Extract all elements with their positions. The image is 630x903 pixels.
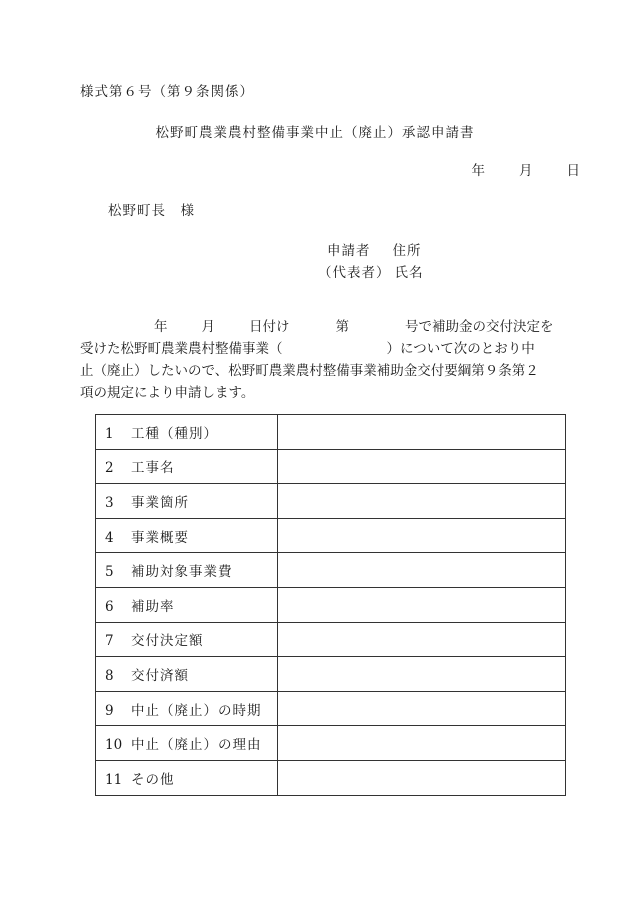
- address-label: 住所: [392, 243, 422, 259]
- table-row: [96, 587, 566, 622]
- item-label: 工事名: [131, 460, 175, 477]
- item-number: 10: [105, 737, 123, 754]
- item-label-cell: [96, 484, 278, 519]
- addressee: 松野町長 様: [108, 203, 195, 219]
- item-number: 9: [105, 702, 114, 719]
- item-number: 6: [105, 598, 114, 615]
- item-label: 工種（種別）: [131, 425, 218, 442]
- item-value-cell[interactable]: [278, 449, 566, 484]
- table-row: [96, 760, 566, 795]
- document-title: 松野町農業農村整備事業中止（廃止）承認申請書: [155, 125, 475, 141]
- table-row: [96, 518, 566, 553]
- applicant-address-line: [327, 239, 422, 259]
- item-value-cell[interactable]: [278, 622, 566, 657]
- item-label: 事業概要: [131, 529, 189, 546]
- item-label-cell: [96, 415, 278, 450]
- item-label: 事業箇所: [131, 494, 189, 511]
- table-row: [96, 726, 566, 761]
- date-line: [472, 159, 581, 179]
- item-label-cell: [96, 657, 278, 692]
- items-table-body: [96, 415, 566, 796]
- item-value-cell[interactable]: [278, 553, 566, 588]
- table-row: [96, 622, 566, 657]
- date-year-label: 年: [471, 163, 485, 179]
- body-dai: 第: [335, 319, 349, 335]
- body-year: 年: [154, 319, 168, 335]
- item-number: 5: [105, 564, 114, 581]
- items-table: [95, 414, 566, 796]
- item-number: 7: [105, 633, 114, 650]
- body-line1-rest: 号で補助金の交付決定を: [405, 319, 554, 335]
- body-line-2: [80, 338, 585, 360]
- item-label-cell: [96, 691, 278, 726]
- item-label-cell: [96, 587, 278, 622]
- item-value-cell[interactable]: [278, 726, 566, 761]
- item-label: その他: [131, 771, 175, 788]
- item-value-cell[interactable]: [278, 415, 566, 450]
- item-label-cell: [96, 449, 278, 484]
- item-value-cell[interactable]: [278, 587, 566, 622]
- body-month: 月: [201, 319, 215, 335]
- applicant-role: 申請者: [327, 243, 371, 259]
- applicant-name-line: [318, 261, 424, 281]
- item-number: 3: [105, 494, 114, 511]
- application-body: [80, 316, 585, 404]
- item-number: 2: [105, 460, 114, 477]
- item-number: 11: [105, 771, 123, 788]
- item-label-cell: [96, 760, 278, 795]
- item-value-cell[interactable]: [278, 691, 566, 726]
- item-label: 補助率: [131, 598, 175, 615]
- item-label-cell: [96, 518, 278, 553]
- item-number: 8: [105, 667, 114, 684]
- body-line-3: 止（廃止）したいので、松野町農業農村整備事業補助金交付要綱第９条第２: [80, 363, 539, 379]
- table-row: [96, 484, 566, 519]
- body-line2-start: 受けた松野町農業農村整備事業（: [80, 341, 283, 357]
- name-label: 氏名: [394, 265, 424, 281]
- item-label: 中止（廃止）の理由: [131, 737, 262, 754]
- item-number: 1: [105, 425, 114, 442]
- table-row: [96, 553, 566, 588]
- item-label: 交付決定額: [131, 633, 204, 650]
- item-label-cell: [96, 622, 278, 657]
- item-label: 交付済額: [131, 667, 189, 684]
- item-value-cell[interactable]: [278, 518, 566, 553]
- body-line-4: 項の規定により申請します。: [80, 385, 255, 401]
- date-month-label: 月: [519, 163, 533, 179]
- table-row: [96, 657, 566, 692]
- item-label: 補助対象事業費: [131, 564, 233, 581]
- representative-label: （代表者）: [318, 265, 391, 281]
- item-label-cell: [96, 553, 278, 588]
- item-label-cell: [96, 726, 278, 761]
- body-line-1: [80, 316, 585, 338]
- body-line2-end: ）について次のとおり中: [386, 341, 535, 357]
- item-value-cell[interactable]: [278, 760, 566, 795]
- body-day: 日付け: [249, 319, 290, 335]
- table-row: [96, 691, 566, 726]
- table-row: [96, 449, 566, 484]
- item-value-cell[interactable]: [278, 657, 566, 692]
- form-number: 様式第６号（第９条関係）: [80, 84, 254, 100]
- item-label: 中止（廃止）の時期: [131, 702, 262, 719]
- date-day-label: 日: [566, 163, 580, 179]
- item-value-cell[interactable]: [278, 484, 566, 519]
- table-row: [96, 415, 566, 450]
- item-number: 4: [105, 529, 114, 546]
